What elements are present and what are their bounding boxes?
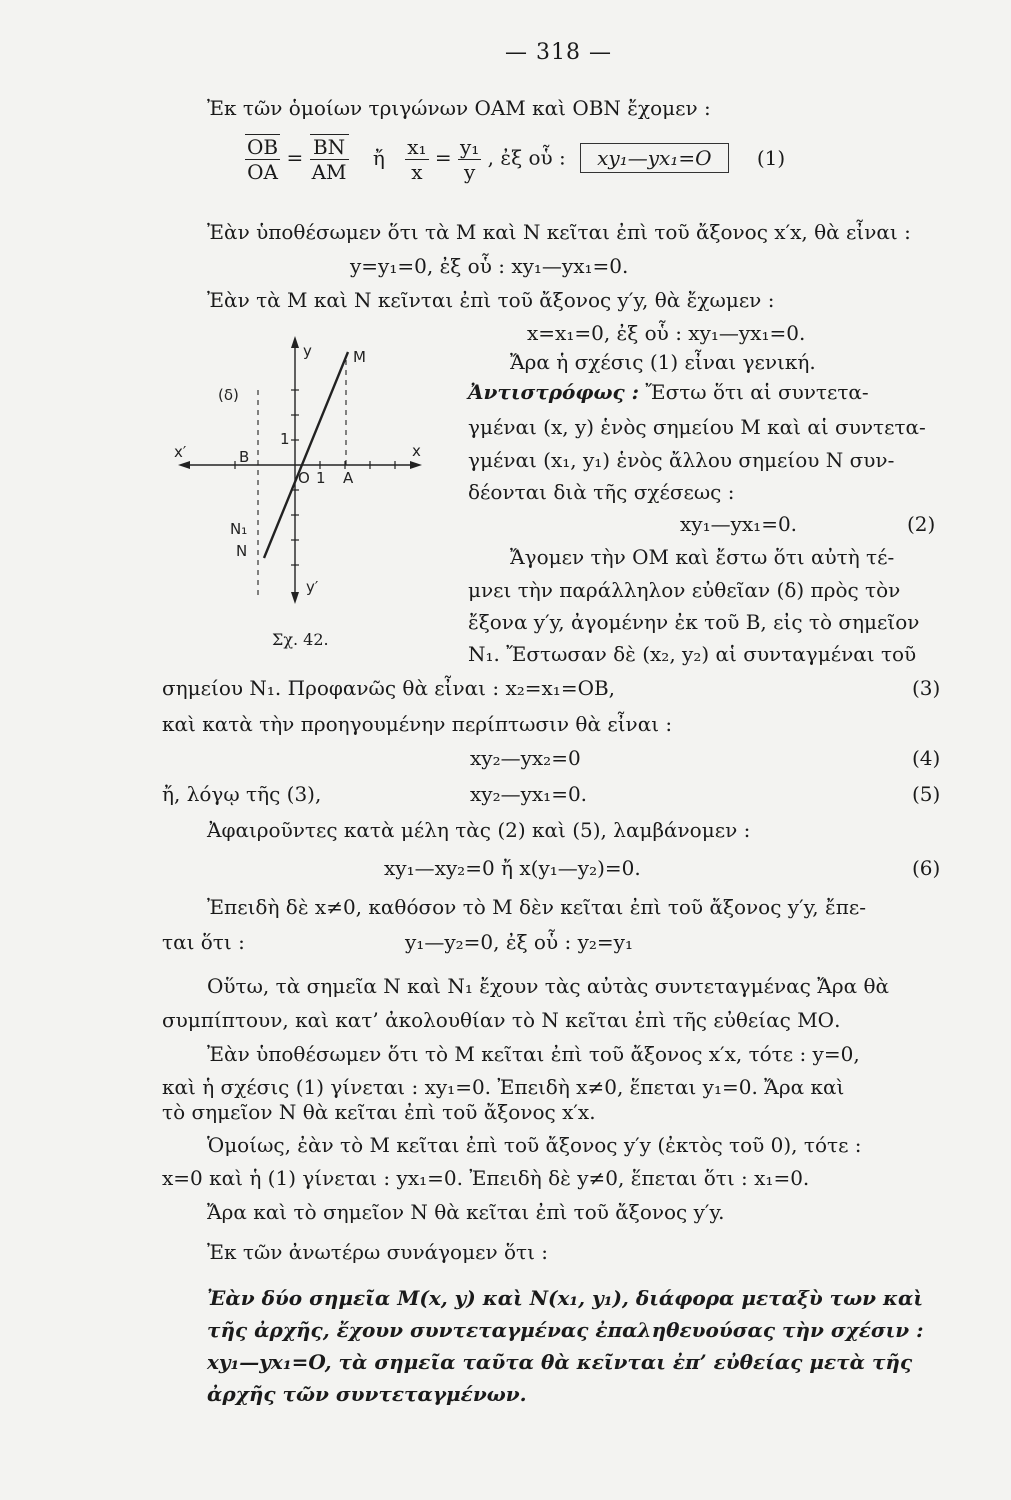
boxed-equation: xy₁—yx₁=O bbox=[580, 143, 728, 173]
text-line: καὶ ἡ σχέσις (1) γίνεται : xy₁=0. Ἐπειδὴ x≠0, ἕπεται y₁=0. Ἄρα καὶ bbox=[162, 1075, 845, 1099]
fraction-ob-oa: $\frac{OB}{OA}$ bbox=[247, 135, 279, 184]
equation-tag: (6) bbox=[912, 856, 941, 880]
fraction-x1-x: $\frac{\text{x₁}}{x}$ bbox=[407, 134, 427, 184]
text-line: γμέναι (x₁, y₁) ἑνὸς ἄλλου σημείου Ν συν- bbox=[468, 448, 895, 472]
text-line: Ἄγομεν τὴν ΟΜ καὶ ἔστω ὅτι αὐτὴ τέ- bbox=[510, 545, 895, 569]
text-line: Ἐκ τῶν ἀνωτέρω συνάγομεν ὅτι : bbox=[207, 1240, 549, 1264]
page-number: — 318 — bbox=[505, 40, 612, 65]
text-line: Ἐπειδὴ δὲ x≠0, καθόσον τὸ Μ δὲν κεῖται ἐπὶ τοῦ ἄξονος y′y, ἔπε- bbox=[207, 895, 866, 919]
fraction-y1-y: $\frac{\text{y₁}}{y}$ bbox=[459, 134, 480, 184]
label-one-y: 1 bbox=[280, 430, 290, 448]
figure-caption: Σχ. 42. bbox=[272, 630, 329, 649]
equation-tag: (5) bbox=[912, 782, 941, 806]
label-a: A bbox=[343, 469, 354, 487]
text-line: σημείου Ν₁. Προφανῶς θὰ εἶναι : x₂=x₁=OB, bbox=[162, 676, 616, 700]
label-one-x: 1 bbox=[316, 469, 326, 487]
equation-tag: (3) bbox=[912, 676, 941, 700]
coordinate-figure bbox=[160, 330, 460, 660]
text-line: Ἐὰν τὰ Μ καὶ Ν κεῖνται ἐπὶ τοῦ ἄξονος y′y, θὰ ἔχωμεν : bbox=[207, 288, 775, 312]
theorem-line: τῆς ἀρχῆς, ἔχουν συντεταγμένας ἐπαληθευούσας τὴν σχέσιν : bbox=[207, 1318, 924, 1342]
equation-1: $\frac{OB}{OA}$ = $\frac{BN}{AM}$ ἤ $\frac{\text{x₁}}{x}$ = $\frac{\text{y₁}}{y}$ , ἐξ οὗ : xy₁—yx₁=O (1) bbox=[247, 134, 786, 184]
label-n: N bbox=[236, 542, 248, 560]
text-line: Ἐὰν ὑποθέσωμεν ὅτι τὸ Μ κεῖται ἐπὶ τοῦ ἄξονος x′x, τότε : y=0, bbox=[207, 1042, 860, 1066]
text-line: γμέναι (x, y) ἑνὸς σημείου Μ καὶ αἱ συντετα- bbox=[468, 415, 926, 439]
text-line: Ἀφαιροῦντες κατὰ μέλη τὰς (2) καὶ (5), λαμβάνομεν : bbox=[207, 818, 751, 842]
text-line: μνει τὴν παράλληλον εὐθεῖαν (δ) πρὸς τὸν bbox=[468, 578, 901, 602]
text-line: Ἐκ τῶν ὁμοίων τριγώνων ΟΑΜ καὶ ΟΒΝ ἔχομεν : bbox=[207, 96, 711, 120]
label-y: y bbox=[303, 342, 312, 360]
text-line: Ἐὰν ὑποθέσωμεν ὅτι τὰ Μ καὶ Ν κεῖται ἐπὶ τοῦ ἄξονος x′x, θὰ εἶναι : bbox=[207, 220, 911, 244]
text-line: καὶ κατὰ τὴν προηγουμένην περίπτωσιν θὰ εἶναι : bbox=[162, 712, 673, 736]
theorem-line: xy₁—yx₁=O, τὰ σημεῖα ταῦτα θὰ κεῖνται ἐπ’ εὐθείας μετὰ τῆς bbox=[207, 1350, 913, 1374]
y-axis-arrow-icon bbox=[291, 336, 299, 348]
text-line: δέονται διὰ τῆς σχέσεως : bbox=[468, 480, 735, 504]
equation-tag: (1) bbox=[756, 145, 786, 170]
x-axis-arrow-left-icon bbox=[178, 461, 190, 469]
text-line: xy₁—yx₁=0. bbox=[680, 512, 798, 536]
equation-tag: (2) bbox=[907, 512, 936, 536]
theorem-line: Ἐὰν δύο σημεῖα Μ(x, y) καὶ Ν(x₁, y₁), διάφορα μεταξὺ των καὶ bbox=[207, 1286, 924, 1310]
label-n1: N₁ bbox=[230, 520, 248, 538]
line-om bbox=[264, 352, 348, 558]
text-line: Ἄρα καὶ τὸ σημεῖον Ν θὰ κεῖται ἐπὶ τοῦ ἄξονος y′y. bbox=[207, 1200, 725, 1224]
label-m: M bbox=[353, 348, 366, 366]
text-line: συμπίπτουν, καὶ κατ’ ἀκολουθίαν τὸ Ν κεῖται ἐπὶ τῆς εὐθείας ΜΟ. bbox=[162, 1008, 841, 1032]
text-line: Ἀντιστρόφως : Ἔστω ὅτι αἱ συντετα- bbox=[468, 380, 869, 404]
label-x: x bbox=[412, 442, 421, 460]
text-line: y=y₁=0, ἐξ οὗ : xy₁—yx₁=0. bbox=[350, 254, 629, 278]
text-line: xy₁—xy₂=0 ἤ x(y₁—y₂)=0. bbox=[384, 856, 641, 880]
text-line: x=x₁=0, ἐξ οὗ : xy₁—yx₁=0. bbox=[527, 321, 806, 345]
x-axis-arrow-icon bbox=[410, 461, 422, 469]
text-line: xy₂—yx₁=0. bbox=[470, 782, 588, 806]
text-line: Ἄρα ἡ σχέσις (1) εἶναι γενική. bbox=[510, 350, 816, 374]
text-line: ἔξονα y′y, ἀγομένην ἐκ τοῦ Β, εἰς τὸ σημεῖον bbox=[468, 610, 920, 634]
text-line: y₁—y₂=0, ἐξ οὗ : y₂=y₁ bbox=[405, 930, 633, 954]
label-o: O bbox=[298, 469, 310, 487]
text-line: Οὕτω, τὰ σημεῖα Ν καὶ Ν₁ ἔχουν τὰς αὐτὰς συντεταγμένας Ἄρα θὰ bbox=[207, 974, 890, 998]
label-x-prime: x′ bbox=[174, 443, 187, 461]
label-b: B bbox=[239, 448, 250, 466]
label-y-prime: y′ bbox=[306, 578, 319, 596]
text-line: xy₂—yx₂=0 bbox=[470, 746, 581, 770]
text-line: Ὁμοίως, ἐὰν τὸ Μ κεῖται ἐπὶ τοῦ ἄξονος y′y (ἐκτὸς τοῦ 0), τότε : bbox=[207, 1133, 862, 1157]
text-line: x=0 καὶ ἡ (1) γίνεται : yx₁=0. Ἐπειδὴ δὲ y≠0, ἕπεται ὅτι : x₁=0. bbox=[162, 1166, 810, 1190]
theorem-line: ἀρχῆς τῶν συντεταγμένων. bbox=[207, 1382, 527, 1406]
label-delta: (δ) bbox=[218, 386, 239, 404]
text-line: ἤ, λόγῳ τῆς (3), bbox=[162, 782, 322, 806]
fraction-bn-am: $\frac{BN}{AM}$ bbox=[311, 135, 347, 184]
text-line: ται ὅτι : bbox=[162, 930, 245, 954]
text-line: τὸ σημεῖον Ν θὰ κεῖται ἐπὶ τοῦ ἄξονος x′x. bbox=[162, 1100, 596, 1124]
y-axis-arrow-down-icon bbox=[291, 592, 299, 604]
equation-tag: (4) bbox=[912, 746, 941, 770]
text-line: Ν₁. Ἔστωσαν δὲ (x₂, y₂) αἱ συνταγμέναι τοῦ bbox=[468, 642, 917, 666]
